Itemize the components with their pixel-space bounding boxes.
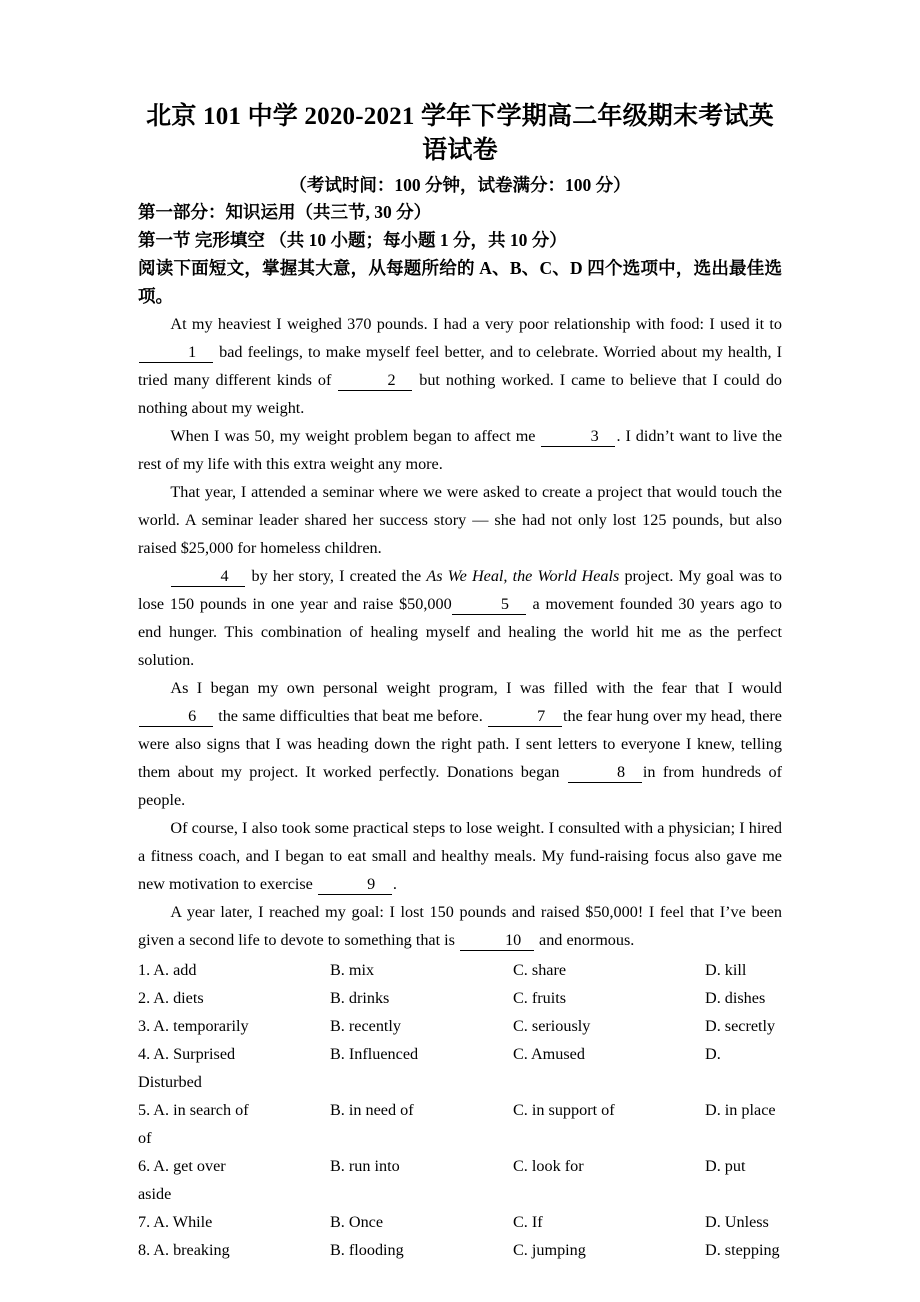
option-d[interactable]: D. xyxy=(705,1045,721,1063)
passage-text: . I didn’t want to live the rest of my life with this extra weight any more. xyxy=(138,427,783,473)
passage-text: At my heaviest I weighed 370 pounds. I had a very poor relationship with food: I used it to xyxy=(170,315,782,333)
project-title-italic: As We Heal, the World Heals xyxy=(426,567,620,585)
question-row xyxy=(138,1040,782,1068)
option-c[interactable]: C. share xyxy=(513,961,567,979)
question-row xyxy=(138,984,782,1012)
passage-paragraph-5 xyxy=(138,674,782,814)
passage-text: the fear hung over my head, there were also signs that I was heading down the right path. I sent letters to everyone I knew, telling them about my project. It worked perfectly. Donations began xyxy=(138,707,782,781)
option-c[interactable]: C. look for xyxy=(513,1157,584,1175)
option-b[interactable]: B. flooding xyxy=(330,1241,404,1259)
option-c[interactable]: C. jumping xyxy=(513,1241,586,1259)
passage-text: As I began my own personal weight program, I was filled with the fear that I would xyxy=(170,679,782,697)
section-one-heading: 第一节 完形填空 （共 10 小题；每小题 1 分，共 10 分） xyxy=(138,230,567,250)
option-a[interactable]: 6. A. get over xyxy=(138,1157,226,1175)
option-d[interactable]: D. dishes xyxy=(705,989,766,1007)
option-d[interactable]: D. secretly xyxy=(705,1017,776,1035)
option-a[interactable]: 1. A. add xyxy=(138,961,197,979)
option-a[interactable]: 3. A. temporarily xyxy=(138,1017,249,1035)
part-one-heading: 第一部分：知识运用（共三节, 30 分） xyxy=(138,202,432,222)
passage-paragraph-4 xyxy=(138,562,782,674)
option-b[interactable]: B. Influenced xyxy=(330,1045,419,1063)
cloze-instruction: 阅读下面短文，掌握其大意，从每题所给的 A、B、C、D 四个选项中，选出最佳选项。 xyxy=(138,258,782,306)
passage-text: in from hundreds of people. xyxy=(138,763,782,809)
option-d-overflow[interactable]: Disturbed xyxy=(138,1073,202,1091)
passage-text: bad feelings, to make myself feel better, and to celebrate. Worried about my health, I tried many different kinds of xyxy=(138,343,783,389)
passage-text: project. My goal was to lose 150 pounds in one year and raise $50,000 xyxy=(138,567,783,613)
option-d[interactable]: D. put xyxy=(705,1157,746,1175)
passage-text: but nothing worked. I came to believe that I could do nothing about my weight. xyxy=(138,371,783,417)
passage-text: When I was 50, my weight problem began to affect me xyxy=(170,427,536,445)
option-d[interactable]: D. Unless xyxy=(705,1213,769,1231)
blank-4: 4 xyxy=(171,566,245,587)
question-row xyxy=(138,1236,782,1264)
blank-6: 6 xyxy=(139,706,213,727)
passage-text: and enormous. xyxy=(539,931,635,949)
option-b[interactable]: B. drinks xyxy=(330,989,390,1007)
blank-3: 3 xyxy=(541,426,615,447)
option-b[interactable]: B. recently xyxy=(330,1017,402,1035)
option-d[interactable]: D. in place xyxy=(705,1101,776,1119)
passage-paragraph-3: That year, I attended a seminar where we were asked to create a project that would touch the world. A seminar leader shared her success story — she had not only lost 125 pounds, but also raised $25,000 for homeless children. xyxy=(138,483,782,557)
question-row xyxy=(138,1012,782,1040)
option-a[interactable]: 7. A. While xyxy=(138,1213,213,1231)
exam-info-line: （考试时间：100 分钟，试卷满分：100 分） xyxy=(289,175,631,195)
option-d[interactable]: D. kill xyxy=(705,961,747,979)
passage-paragraph-7 xyxy=(138,898,782,954)
question-row xyxy=(138,1152,782,1180)
blank-5: 5 xyxy=(452,594,526,615)
passage-paragraph-6 xyxy=(138,814,782,898)
blank-10: 10 xyxy=(460,930,534,951)
option-c[interactable]: C. seriously xyxy=(513,1017,591,1035)
option-d-overflow[interactable]: aside xyxy=(138,1185,172,1203)
option-a[interactable]: 4. A. Surprised xyxy=(138,1045,236,1063)
option-b[interactable]: B. mix xyxy=(330,961,375,979)
option-d-overflow[interactable]: of xyxy=(138,1129,152,1147)
question-options-list xyxy=(138,956,782,1264)
option-d[interactable]: D. stepping xyxy=(705,1241,780,1259)
blank-7: 7 xyxy=(488,706,562,727)
passage-text: the same difficulties that beat me before. xyxy=(218,707,483,725)
option-c[interactable]: C. If xyxy=(513,1213,543,1231)
option-b[interactable]: B. run into xyxy=(330,1157,400,1175)
question-row xyxy=(138,1096,782,1124)
blank-8: 8 xyxy=(568,762,642,783)
option-b[interactable]: B. in need of xyxy=(330,1101,414,1119)
question-row xyxy=(138,1208,782,1236)
passage-paragraph-2 xyxy=(138,422,782,478)
option-c[interactable]: C. Amused xyxy=(513,1045,585,1063)
option-c[interactable]: C. in support of xyxy=(513,1101,615,1119)
passage-text: . xyxy=(392,875,397,893)
option-a[interactable]: 5. A. in search of xyxy=(138,1101,249,1119)
option-b[interactable]: B. Once xyxy=(330,1213,384,1231)
passage-text: Of course, I also took some practical steps to lose weight. I consulted with a physician; I hired a fitness coach, and I began to eat small and healthy meals. My fund-raising focus also gave me new motivation to exercise xyxy=(138,819,782,893)
passage-paragraph-1 xyxy=(138,310,782,422)
page-title: 北京 101 中学 2020-2021 学年下学期高二年级期末考试英语试卷 xyxy=(146,103,774,164)
option-a[interactable]: 8. A. breaking xyxy=(138,1241,230,1259)
option-c[interactable]: C. fruits xyxy=(513,989,567,1007)
passage-text: A year later, I reached my goal: I lost 150 pounds and raised $50,000! I feel that I’ve been given a second life to devote to something that is xyxy=(138,903,782,949)
blank-1: 1 xyxy=(139,342,213,363)
blank-9: 9 xyxy=(318,874,392,895)
option-a[interactable]: 2. A. diets xyxy=(138,989,204,1007)
blank-2: 2 xyxy=(338,370,412,391)
passage-text: by her story, I created the xyxy=(251,567,422,585)
question-row xyxy=(138,956,782,984)
passage-text: a movement founded 30 years ago to end hunger. This combination of healing myself and healing the world hit me as the perfect solution. xyxy=(138,595,783,669)
